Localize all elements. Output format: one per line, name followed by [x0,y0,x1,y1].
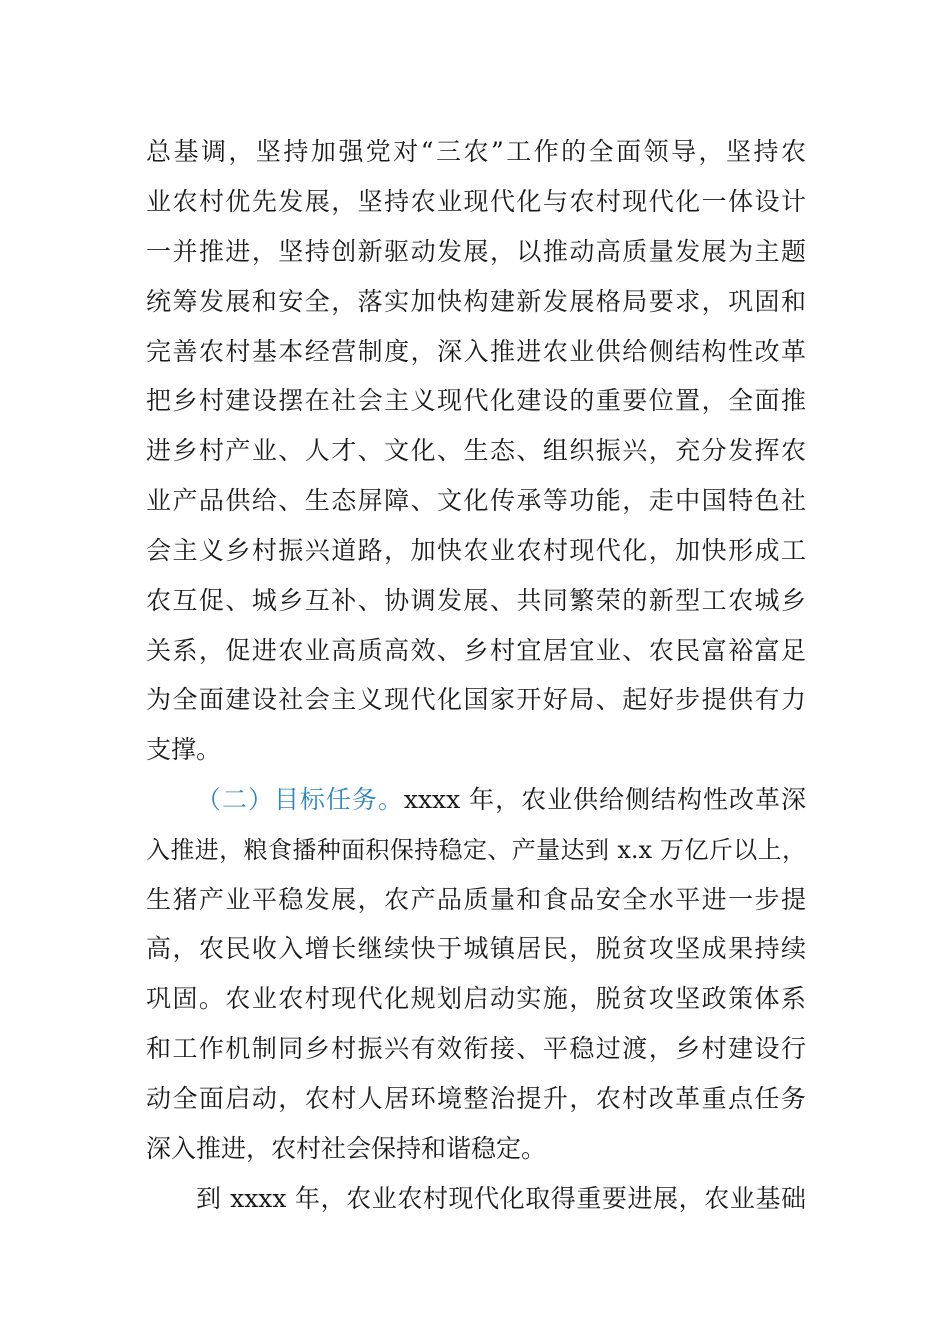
text-line: 业农村优先发展，坚持农业现代化与农村现代化一体设计 [146,187,806,216]
text-line: 为全面建设社会主义现代化国家开好局、起好步提供有力 [146,685,806,714]
text-line: 支撑。 [146,735,222,764]
text-line: 进乡村产业、人才、文化、生态、组织振兴，充分发挥农 [146,436,806,465]
text-line: 到 xxxx 年，农业农村现代化取得重要进展，农业基础 [196,1184,806,1213]
text-line: 把乡村建设摆在社会主义现代化建设的重要位置，全面推 [146,386,806,415]
text-line: 总基调，坚持加强党对“三农”工作的全面领导，坚持农 [146,137,806,166]
text-line: 巩固。农业农村现代化规划启动实施，脱贫攻坚政策体系 [146,984,806,1013]
text-line: 农互促、城乡互补、协调发展、共同繁荣的新型工农城乡 [146,586,806,615]
text-line: 入推进，粮食播种面积保持稳定、产量达到 x.x 万亿斤以上， [146,836,806,864]
text-line: 会主义乡村振兴道路，加快农业农村现代化，加快形成工 [146,536,806,565]
text-line: 业产品供给、生态屏障、文化传承等功能，走中国特色社 [146,486,806,515]
text-line: 统筹发展和安全，落实加快构建新发展格局要求，巩固和 [146,287,806,316]
section-heading-line [196,780,806,820]
text-span: xxxx 年，农业供给侧结构性改革深 [403,785,806,814]
text-line: 关系，促进农业高质高效、乡村宜居宜业、农民富裕富足 [146,636,806,665]
text-line: 高，农民收入增长继续快于城镇居民，脱贫攻坚成果持续 [146,934,806,963]
text-line: 生猪产业平稳发展，农产品质量和食品安全水平进一步提 [146,885,806,914]
text-line: 完善农村基本经营制度，深入推进农业供给侧结构性改革 [146,337,806,366]
text-line: 和工作机制同乡村振兴有效衔接、平稳过渡，乡村建设行 [146,1034,806,1063]
text-line: 深入推进，农村社会保持和谐稳定。 [146,1134,547,1163]
text-line: 一并推进，坚持创新驱动发展，以推动高质量发展为主题 [146,237,806,266]
section-heading: （二）目标任务。 [196,785,404,814]
text-line: 动全面启动，农村人居环境整治提升，农村改革重点任务 [146,1084,806,1113]
